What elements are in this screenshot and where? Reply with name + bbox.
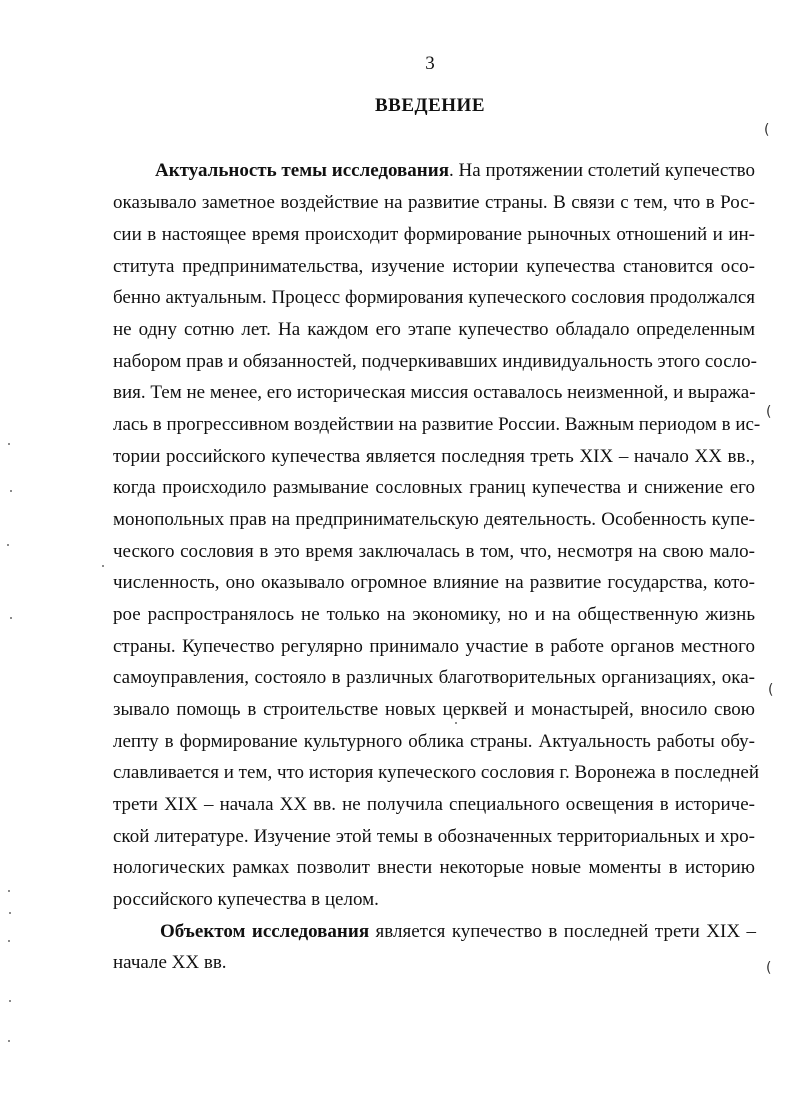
object-lead: Объектом исследования (160, 921, 370, 942)
paragraph-line: не одну сотню лет. На каждом его этапе купечество обладало определенным (113, 319, 755, 340)
paragraph-line: ческого сословия в это время заключалась в том, что, несмотря на свою мало- (113, 541, 755, 562)
paragraph-line: славливается и тем, что история купеческого сословия г. Воронежа в последней (113, 762, 760, 783)
paragraph-line: страны. Купечество регулярно принимало участие в работе органов местного (113, 636, 755, 657)
paragraph-line: зывало помощь в строительстве новых церквей и монастырей, вносило свою (113, 699, 755, 720)
scan-speck-icon (9, 912, 11, 914)
paragraph-line: оказывало заметное воздействие на развитие страны. В связи с тем, что в Рос- (113, 192, 755, 213)
paragraph-line: сии в настоящее время происходит формирование рыночных отношений и ин- (113, 224, 755, 245)
paragraph-line: тории российского купечества является последняя треть XIX – начало XX вв., (113, 446, 755, 467)
scan-speck-icon (8, 890, 10, 892)
scan-speck-icon (8, 443, 10, 445)
relevance-line-text: . На протяжении столетий купечество (448, 160, 755, 181)
paragraph-line: ститута предпринимательства, изучение истории купечества становится осо- (113, 256, 755, 277)
paragraph-line: вия. Тем не менее, его историческая миссия оставалось неизменной, и выража- (113, 382, 756, 403)
scan-speck-icon (10, 490, 12, 492)
paragraph-line (160, 921, 756, 943)
scan-speck-icon (102, 565, 104, 567)
paragraph-line: бенно актуальным. Процесс формирования купеческого сословия продолжался (113, 287, 755, 308)
scan-speck-icon (455, 722, 457, 724)
scan-mark-icon: ( (764, 122, 770, 138)
scan-speck-icon (8, 1040, 10, 1042)
paragraph-line: трети XIX – начала XX вв. не получила специального освещения в историче- (113, 794, 755, 815)
paragraph-line: начале XX вв. (113, 952, 227, 973)
paragraph-line: самоуправления, состояло в различных благотворительных организациях, ока- (113, 667, 755, 688)
paragraph-line: монопольных прав на предпринимательскую деятельность. Особенность купе- (113, 509, 755, 530)
paragraph-line: рое распространялось не только на экономику, но и на общественную жизнь (113, 604, 755, 625)
scan-speck-icon (7, 544, 9, 546)
scan-mark-icon: ( (766, 404, 772, 420)
paragraph-line (155, 160, 755, 182)
paragraph-line: лепту в формирование культурного облика страны. Актуальность работы обу- (113, 731, 755, 752)
paragraph-line: набором прав и обязанностей, подчеркивавших индивидуальность этого сосло- (113, 351, 757, 372)
object-line-text: является купечество в последней трети XIX – (369, 921, 757, 942)
relevance-lead: Актуальность темы исследования (155, 160, 449, 181)
paragraph-line: численность, оно оказывало огромное влияние на развитие государства, кото- (113, 572, 755, 593)
page-number: 3 (425, 53, 435, 74)
scan-mark-icon: ( (766, 960, 772, 976)
scan-speck-icon (8, 940, 10, 942)
paragraph-line: ской литературе. Изучение этой темы в обозначенных территориальных и хро- (113, 826, 755, 847)
paragraph-line: российского купечества в целом. (113, 889, 379, 910)
scan-speck-icon (10, 617, 12, 619)
scan-speck-icon (9, 1000, 11, 1002)
page-title: ВВЕДЕНИЕ (375, 95, 485, 116)
paragraph-line: лась в прогрессивном воздействии на развитие России. Важным периодом в ис- (113, 414, 761, 435)
paragraph-line: нологических рамках позволит внести некоторые новые моменты в историю (113, 857, 755, 878)
paragraph-line: когда происходило размывание сословных границ купечества и снижение его (113, 477, 755, 498)
scan-mark-icon: ( (768, 682, 774, 698)
